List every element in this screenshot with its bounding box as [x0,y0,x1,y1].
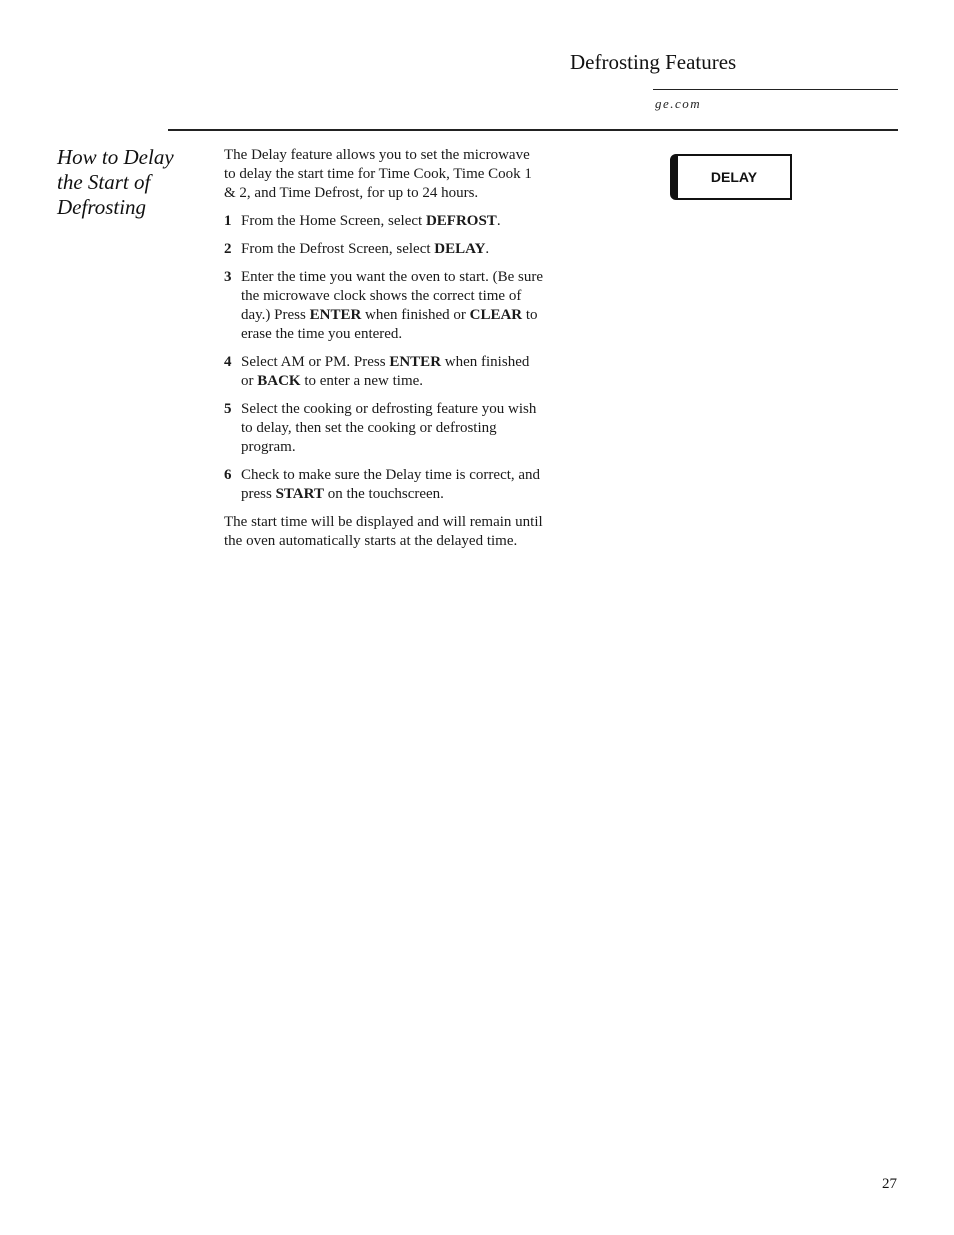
step-item [224,240,544,259]
website-label: ge.com [655,96,702,111]
step-number: 1 [224,213,232,229]
header-divider-short [653,89,898,90]
step-item [224,353,544,391]
step-text-part: . [496,213,501,229]
step-text [241,268,544,344]
step-item [224,466,544,504]
step-text [241,212,544,231]
step-number: 3 [224,269,232,285]
instructions-body [224,146,544,560]
step-text [241,466,544,504]
step-text-part: on the touchscreen. [323,486,444,502]
step-keyword: DELAY [434,241,486,257]
step-text-part: Enter the time you want the oven to start. (Be sure the microwave clock shows the correct time of day.) Press [241,269,543,323]
step-keyword: ENTER [389,354,442,370]
step-text-part: to enter a new time. [300,373,424,389]
page-number: 27 [882,1176,897,1192]
step-text-part: Check to make sure the Delay time is correct, and press [241,467,541,502]
step-keyword: CLEAR [469,307,523,323]
step-keyword: ENTER [309,307,362,323]
step-keyword: DEFROST [425,213,497,229]
step-text-part: Select the cooking or defrosting feature you wish to delay, then set the cooking or defrosting program. [241,401,537,455]
step-number: 4 [224,354,232,370]
step-text [241,240,544,259]
step-text-part: . [485,241,490,257]
step-text [241,353,544,391]
step-text-part: to erase the time you entered. [241,307,538,342]
header-divider-long [168,129,898,131]
section-heading-line: Defrosting [57,195,147,219]
section-heading [57,145,207,220]
delay-button[interactable]: DELAY [670,154,792,200]
section-heading-line: the Start of [57,170,151,194]
step-item [224,400,544,457]
step-text-part: when finished or [241,354,530,389]
step-text-part: when finished or [361,307,470,323]
step-number: 6 [224,467,232,483]
step-text-part: From the Home Screen, select [241,213,426,229]
step-item [224,268,544,344]
step-item [224,212,544,231]
step-number: 2 [224,241,232,257]
page-header-title: Defrosting Features [570,50,737,74]
outro-paragraph: The start time will be displayed and will remain until the oven automatically starts at the delayed time. [224,514,543,549]
step-text-part: From the Defrost Screen, select [241,241,435,257]
step-keyword: BACK [257,373,301,389]
step-text [241,400,544,457]
step-number: 5 [224,401,232,417]
intro-paragraph: The Delay feature allows you to set the microwave to delay the start time for Time Cook, Time Cook 1 & 2, and Time Defrost, for up to 24 hours. [224,147,532,201]
step-keyword: START [275,486,324,502]
steps-list [224,212,544,504]
section-heading-line: How to Delay [57,145,174,169]
step-text-part: Select AM or PM. Press [241,354,390,370]
